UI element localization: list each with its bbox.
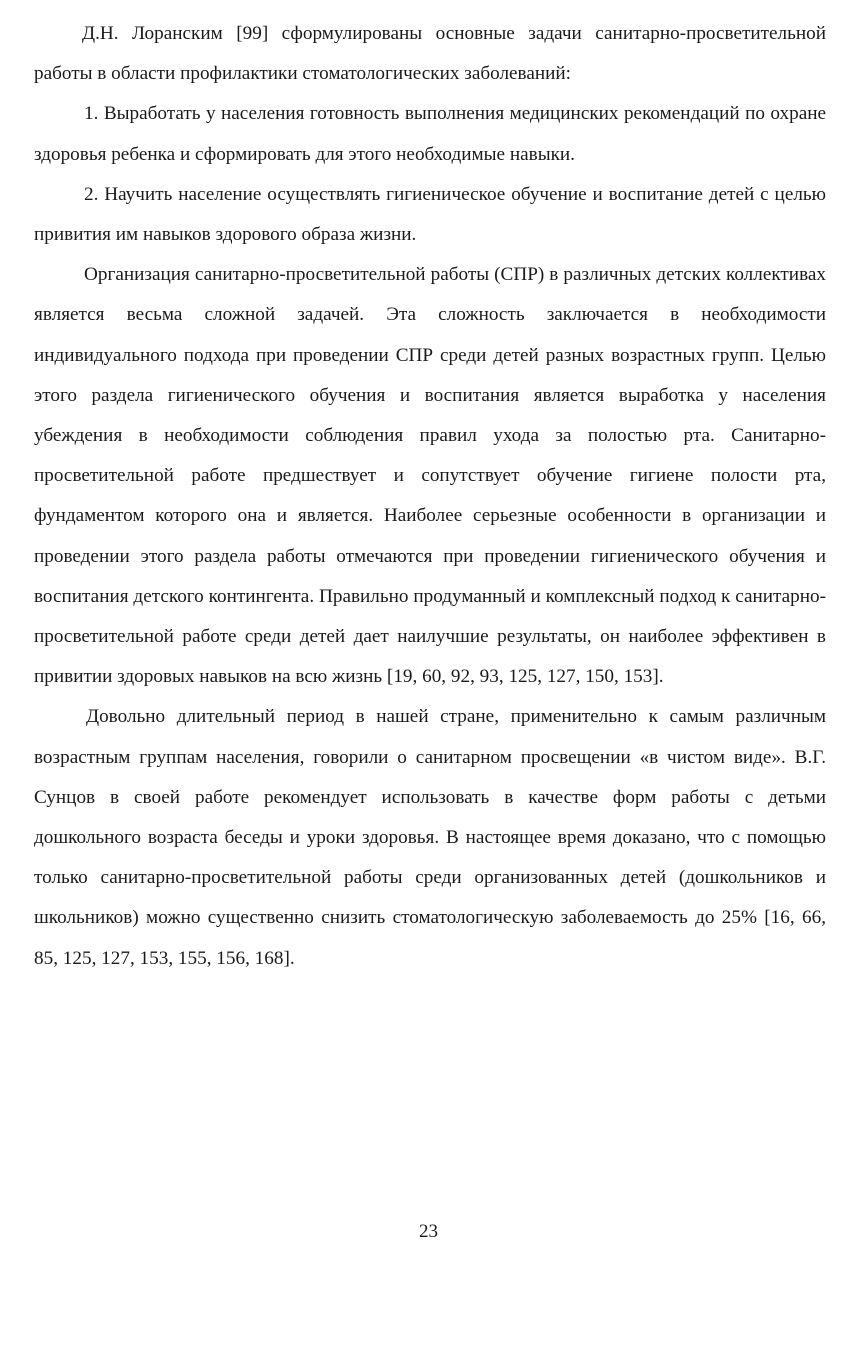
document-page: [34, 14, 826, 979]
paragraph-organization: Организация санитарно-просветительной работы (СПР) в различных детских коллективах является весьма сложной задачей. Эта сложность заключается в необходимости индивидуального подхода при проведении СПР среди детей разных возрастных групп. Целью этого раздела гигиенического обучения и воспитания является выработка у населения убеждения в необходимости соблюдения правил ухода за полостью рта. Санитарно-просветительной работе предшествует и сопутствует обучение гигиене полости рта, фундаментом которого она и является. Наиболее серьезные особенности в организации и проведении этого раздела работы отмечаются при проведении гигиенического обучения и воспитания детского контингента. Правильно продуманный и комплексный подход к санитарно-просветительной работе среди детей дает наилучшие результаты, он наиболее эффективен в привитии здоровых навыков на всю жизнь [19, 60, 92, 93, 125, 127, 150, 153].: [34, 264, 826, 688]
page-number: 23: [419, 1221, 438, 1242]
paragraph-intro: Д.Н. Лоранским [99] сформулированы основные задачи санитарно-просветительной работы в области профилактики стоматологических заболеваний:: [34, 23, 826, 85]
paragraph-history: Довольно длительный период в нашей стране, применительно к самым различным возрастным группам населения, говорили о санитарном просвещении «в чистом виде». В.Г. Сунцов в своей работе рекомендует использовать в качестве форм работы с детьми дошкольного возраста беседы и уроки здоровья. В настоящее время доказано, что с помощью только санитарно-просветительной работы среди организованных детей (дошкольников и школьников) можно существенно снизить стоматологическую заболеваемость до 25% [16, 66, 85, 125, 127, 153, 155, 156, 168].: [34, 706, 826, 969]
paragraph-task-2: 2. Научить население осуществлять гигиеническое обучение и воспитание детей с целью привития им навыков здорового образа жизни.: [34, 183, 826, 246]
paragraph-task-1: 1. Выработать у населения готовность выполнения медицинских рекомендаций по охране здоровья ребенка и сформировать для этого необходимые навыки.: [34, 103, 826, 165]
